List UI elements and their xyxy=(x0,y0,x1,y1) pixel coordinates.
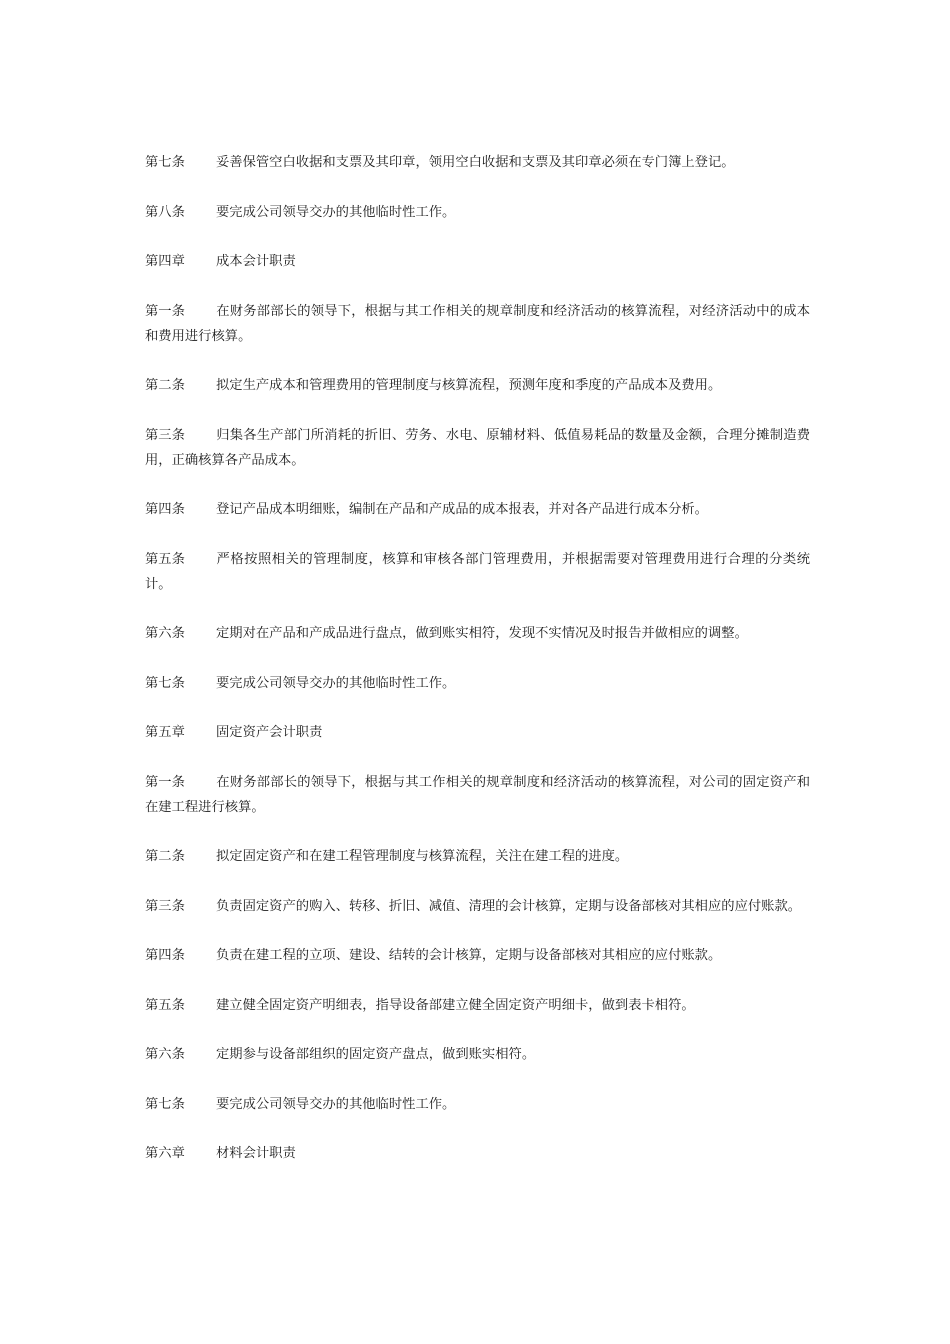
article-label: 第七条 xyxy=(145,155,185,170)
chapter-heading xyxy=(145,720,810,745)
chapter-label: 第五章 xyxy=(145,725,185,740)
article-label: 第四条 xyxy=(145,502,185,517)
chapter-heading xyxy=(145,1141,810,1166)
article-text: 妥善保管空白收据和支票及其印章，领用空白收据和支票及其印章必须在专门簿上登记。 xyxy=(216,155,735,170)
chapter-title: 材料会计职责 xyxy=(216,1146,296,1161)
article-text: 要完成公司领导交办的其他临时性工作。 xyxy=(216,204,456,220)
article-text: 登记产品成本明细账，编制在产品和产成品的成本报表，并对各产品进行成本分析。 xyxy=(216,502,708,517)
article-paragraph xyxy=(145,547,810,597)
article-text: 拟定固定资产和在建工程管理制度与核算流程，关注在建工程的进度。 xyxy=(216,849,629,864)
chapter-title: 固定资产会计职责 xyxy=(216,725,323,740)
article-paragraph xyxy=(145,1092,810,1117)
article-text: 拟定生产成本和管理费用的管理制度与核算流程，预测年度和季度的产品成本及费用。 xyxy=(216,378,722,393)
article-text: 建立健全固定资产明细表，指导设备部建立健全固定资产明细卡，做到表卡相符。 xyxy=(216,997,695,1013)
article-label: 第四条 xyxy=(145,948,185,963)
article-label: 第五条 xyxy=(145,997,185,1013)
article-text: 定期参与设备部组织的固定资产盘点，做到账实相符。 xyxy=(216,1047,536,1062)
article-paragraph xyxy=(145,894,810,919)
article-label: 第五条 xyxy=(145,551,185,567)
article-label: 第七条 xyxy=(145,675,185,691)
chapter-heading xyxy=(145,249,810,274)
article-text: 负责在建工程的立项、建设、结转的会计核算，定期与设备部核对其相应的应付账款。 xyxy=(216,948,722,963)
article-text: 要完成公司领导交办的其他临时性工作。 xyxy=(216,1096,456,1112)
article-text: 严格按照相关的管理制度，核算和审核各部门管理费用，并根据需要对管理费用进行合理的分类统计。 xyxy=(145,551,810,592)
article-text: 在财务部部长的领导下，根据与其工作相关的规章制度和经济活动的核算流程，对经济活动中的成本和费用进行核算。 xyxy=(145,303,810,344)
article-label: 第一条 xyxy=(145,774,185,790)
chapter-label: 第六章 xyxy=(145,1146,185,1161)
article-label: 第三条 xyxy=(145,898,185,914)
article-paragraph xyxy=(145,1042,810,1067)
article-label: 第六条 xyxy=(145,1047,185,1062)
article-text: 负责固定资产的购入、转移、折旧、减值、清理的会计核算，定期与设备部核对其相应的应付账款。 xyxy=(216,898,802,914)
article-text: 归集各生产部门所消耗的折旧、劳务、水电、原辅材料、低值易耗品的数量及金额，合理分摊制造费用，正确核算各产品成本。 xyxy=(145,427,810,468)
article-paragraph xyxy=(145,200,810,225)
article-text: 定期对在产品和产成品进行盘点，做到账实相符，发现不实情况及时报告并做相应的调整。 xyxy=(216,626,748,641)
article-label: 第六条 xyxy=(145,626,185,641)
article-paragraph xyxy=(145,299,810,349)
article-label: 第七条 xyxy=(145,1096,185,1112)
article-paragraph xyxy=(145,423,810,473)
article-paragraph xyxy=(145,943,810,968)
article-label: 第二条 xyxy=(145,378,185,393)
chapter-label: 第四章 xyxy=(145,254,185,269)
article-label: 第一条 xyxy=(145,303,185,319)
article-paragraph xyxy=(145,844,810,869)
article-label: 第二条 xyxy=(145,849,185,864)
article-paragraph xyxy=(145,497,810,522)
article-text: 要完成公司领导交办的其他临时性工作。 xyxy=(216,675,456,691)
article-label: 第三条 xyxy=(145,427,185,443)
document-body xyxy=(145,150,810,1191)
article-paragraph xyxy=(145,373,810,398)
article-paragraph xyxy=(145,770,810,820)
article-label: 第八条 xyxy=(145,204,185,220)
article-paragraph xyxy=(145,671,810,696)
article-paragraph xyxy=(145,993,810,1018)
article-paragraph xyxy=(145,150,810,175)
chapter-title: 成本会计职责 xyxy=(216,254,296,269)
article-paragraph xyxy=(145,621,810,646)
article-text: 在财务部部长的领导下，根据与其工作相关的规章制度和经济活动的核算流程，对公司的固定资产和在建工程进行核算。 xyxy=(145,774,810,815)
